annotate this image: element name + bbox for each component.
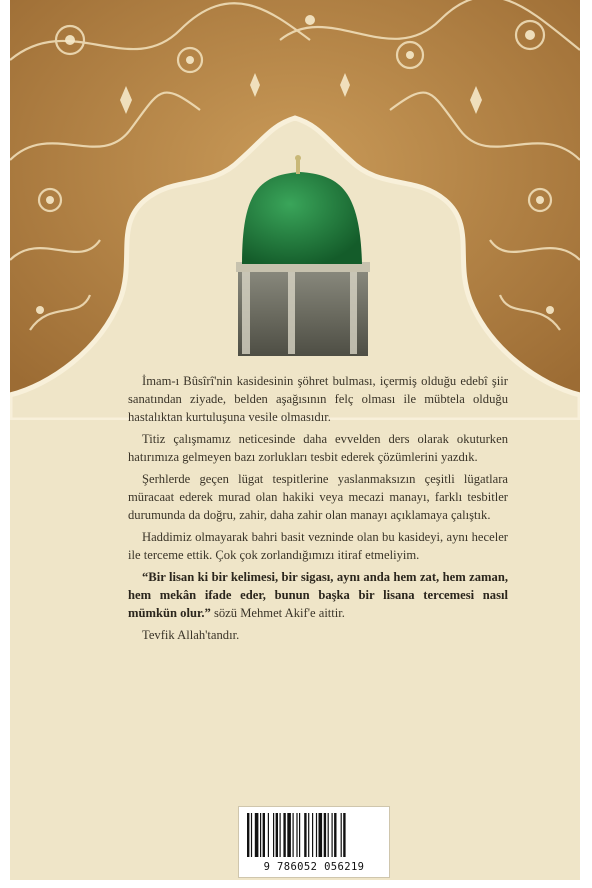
floral-ornament [10,0,580,420]
paragraph-3: Şerhlerde geçen lügat tespitlerine yaslanmaksızın çeşitli lügatlara müracaat ederek murad olan hakiki veya mecazi manayı, farklı tesbitler durumunda da doğru, zahir, daha zahir olan manayı açıklamaya çalıştık. [128,472,508,522]
paragraph-4: Haddimiz olmayarak bahri basit vezninde olan bu kasideyi, aynı heceler ile terceme ettik. Çok çok zorlandığımızı itiraf etmeliyim. [128,530,508,562]
paragraph-5 [128,568,508,622]
quote-bold: “Bir lisan ki bir kelimesi, bir sigası, aynı anda hem zat, hem zaman, hem mekân ifade eder, bunun başka bir lisana tercemesi nasıl mümkün olur.” [128,570,508,620]
barcode-bars [245,813,383,857]
book-back-cover [10,0,580,880]
paragraph-6: Tevfik Allah'tandır. [142,628,240,642]
quote-attribution: sözü Mehmet Akif'e aittir. [210,606,345,620]
barcode [238,806,390,878]
description-text [128,372,508,648]
paragraph-1: İmam-ı Bûsîrî'nin kasidesinin şöhret bulması, içermiş olduğu edebî şiir sanatından ziyade, belden aşağısının felç olması ile mübtela olduğu hastalıktan kurtuluşuna vesile olmasıdır. [128,374,508,424]
paragraph-2: Titiz çalışmamız neticesinde daha evvelden ders olarak okuturken hatırımıza gelmeyen bazı zorlukları tesbit ederek çözümlerini yazdık. [128,432,508,464]
barcode-number: 9 786052 056219 [263,861,365,873]
